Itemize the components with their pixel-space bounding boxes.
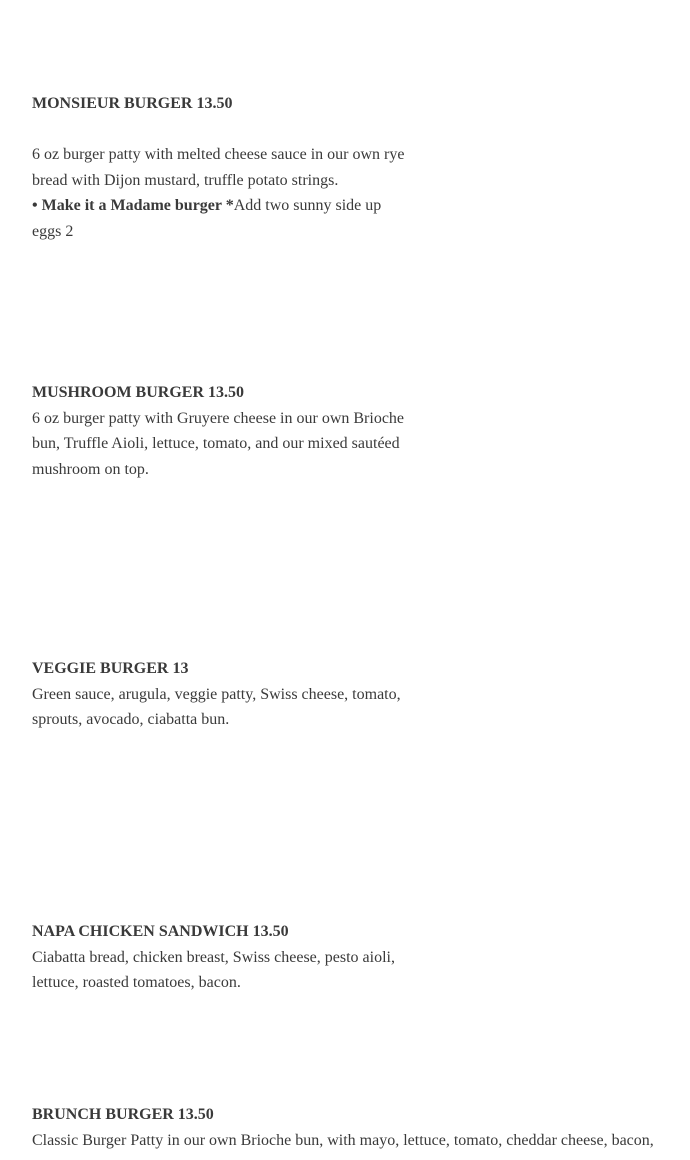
menu-item-monsieur-burger	[32, 91, 412, 245]
menu-item-title: MONSIEUR BURGER 13.50	[32, 95, 233, 112]
menu-item-description: 6 oz burger patty with Gruyere cheese in our own Brioche bun, Truffle Aioli, lettuce, tomato, and our mixed sautéed mushroom on top.	[32, 409, 405, 478]
menu-item-title: MUSHROOM BURGER 13.50	[32, 384, 244, 401]
menu-item-addon	[32, 193, 412, 244]
addon-text: Add two sunny side up eggs 2	[32, 197, 382, 240]
menu-item-description: Classic Burger Patty in our own Brioche bun, with mayo, lettuce, tomato, cheddar cheese, bacon,	[32, 1131, 654, 1149]
menu-item-title: BRUNCH BURGER 13.50	[32, 1106, 214, 1123]
menu-item-description: Green sauce, arugula, veggie patty, Swiss cheese, tomato, sprouts, avocado, ciabatta bun.	[32, 685, 401, 729]
menu-item-description: 6 oz burger patty with melted cheese sauce in our own rye bread with Dijon mustard, truffle potato strings.	[32, 146, 405, 189]
addon-label: • Make it a Madame burger *	[32, 197, 234, 215]
menu-item-title: NAPA CHICKEN SANDWICH 13.50	[32, 923, 289, 940]
menu-item-veggie-burger	[32, 656, 412, 733]
menu-item-description: Ciabatta bread, chicken breast, Swiss cheese, pesto aioli, lettuce, roasted tomatoes, bacon.	[32, 948, 395, 992]
menu-item-brunch-burger	[32, 1102, 672, 1153]
menu-item-mushroom-burger	[32, 380, 412, 482]
menu-item-napa-chicken-sandwich	[32, 919, 412, 996]
menu-item-title: VEGGIE BURGER 13	[32, 660, 189, 677]
spacer	[32, 117, 412, 143]
